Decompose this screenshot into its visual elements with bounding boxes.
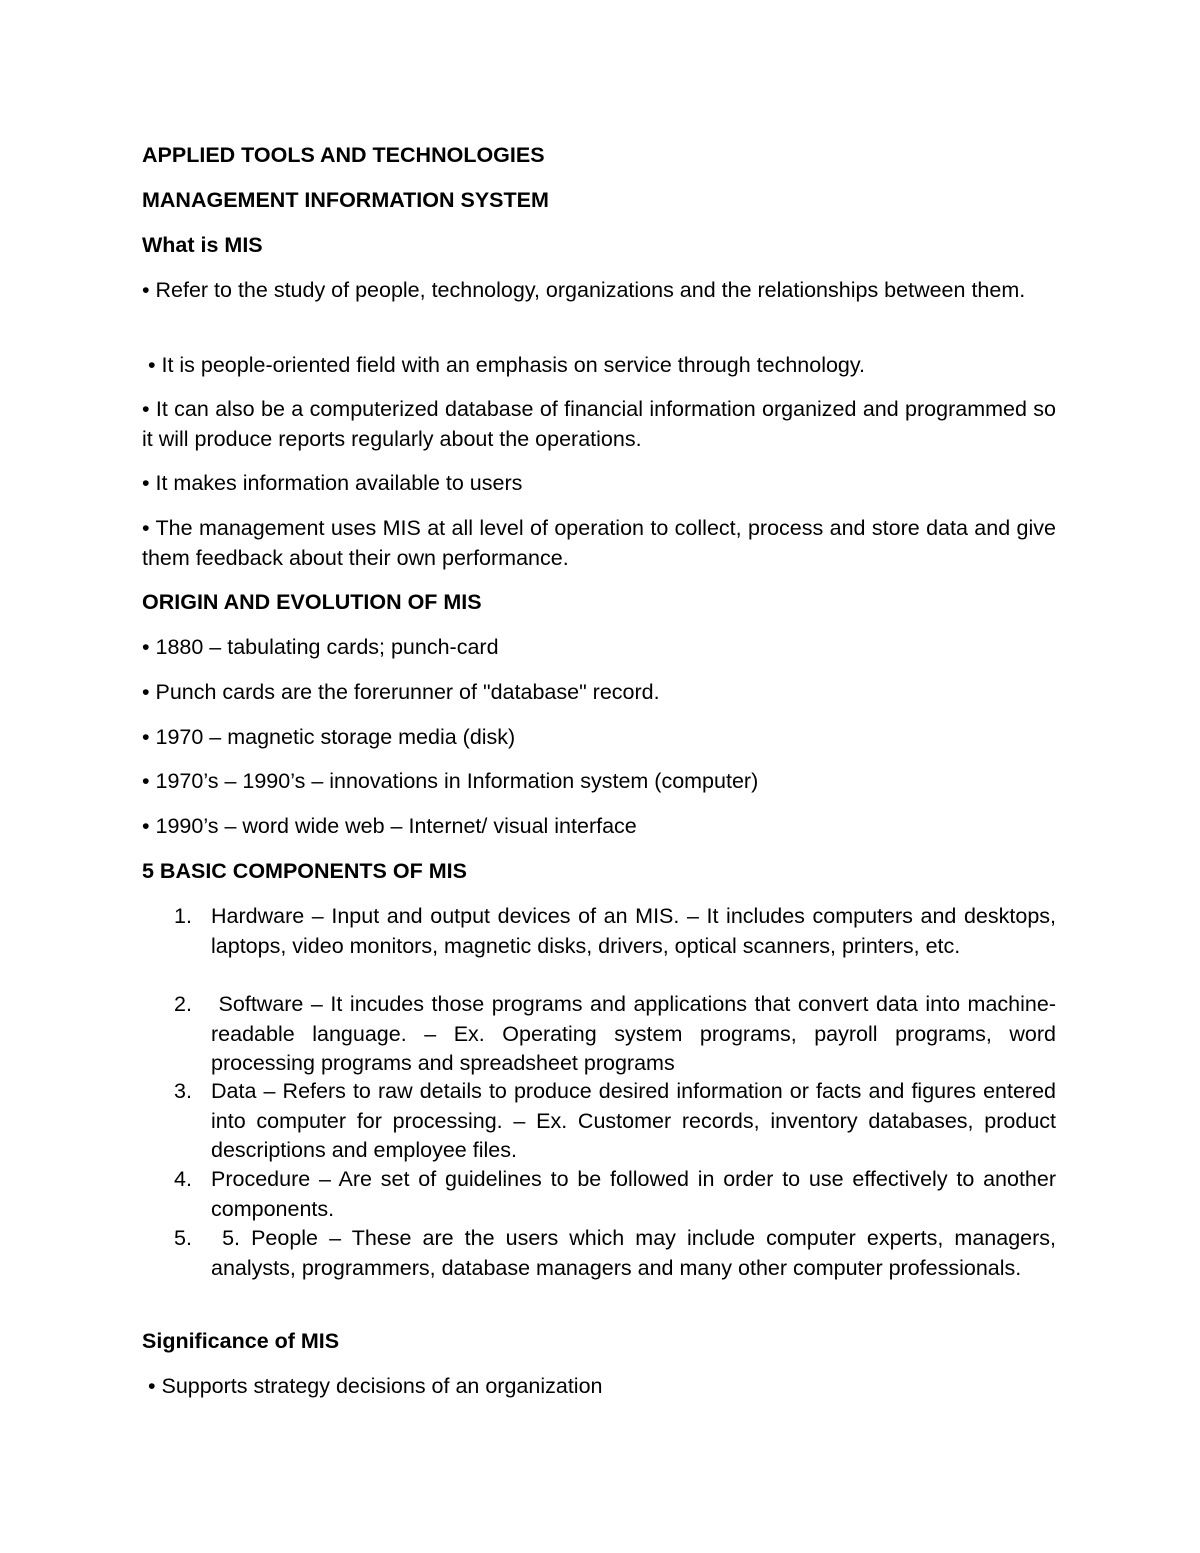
item-number: 4. bbox=[174, 1167, 192, 1191]
list-item: • 1970 – magnetic storage media (disk) bbox=[142, 725, 516, 749]
item-text: Data – Refers to raw details to produce desired information or facts and figures entered into computer for processing. – Ex. Customer records, inventory databases, product descriptions and employee files. bbox=[211, 1079, 1056, 1162]
section-heading-what-is-mis: What is MIS bbox=[142, 233, 263, 257]
list-item: • 1880 – tabulating cards; punch-card bbox=[142, 635, 499, 659]
list-item: • It is people-oriented field with an emphasis on service through technology. bbox=[142, 353, 866, 377]
section-heading-origin: ORIGIN AND EVOLUTION OF MIS bbox=[142, 590, 482, 614]
list-item: • It makes information available to users bbox=[142, 471, 523, 495]
list-item: • Punch cards are the forerunner of "database" record. bbox=[142, 680, 660, 704]
list-item: • 1970’s – 1990’s – innovations in Information system (computer) bbox=[142, 769, 759, 793]
item-number: 1. bbox=[174, 904, 192, 928]
list-item: • 1990’s – word wide web – Internet/ visual interface bbox=[142, 814, 637, 838]
document-title: APPLIED TOOLS AND TECHNOLOGIES bbox=[142, 143, 545, 167]
item-text: Hardware – Input and output devices of an MIS. – It includes computers and desktops, laptops, video monitors, magnetic disks, drivers, optical scanners, printers, etc. bbox=[211, 904, 1056, 958]
item-text: Software – It incudes those programs and applications that convert data into machine-readable language. – Ex. Operating system programs, payroll programs, word processing programs and spreadsheet programs bbox=[211, 992, 1062, 1075]
item-number: 5. bbox=[174, 1226, 192, 1250]
item-text: Procedure – Are set of guidelines to be followed in order to use effectively to another components. bbox=[211, 1167, 1056, 1221]
list-item: • The management uses MIS at all level of operation to collect, process and store data and give them feedback about their own performance. bbox=[142, 516, 1056, 570]
section-heading-significance: Significance of MIS bbox=[142, 1329, 340, 1353]
section-heading-components: 5 BASIC COMPONENTS OF MIS bbox=[142, 859, 467, 883]
document-page bbox=[142, 0, 1062, 1553]
document-subtitle: MANAGEMENT INFORMATION SYSTEM bbox=[142, 188, 549, 212]
list-item: • Supports strategy decisions of an organization bbox=[142, 1374, 603, 1398]
item-text: 5. People – These are the users which may include computer experts, managers, analysts, programmers, database managers and many other computer professionals. bbox=[211, 1226, 1062, 1280]
item-number: 2. bbox=[174, 992, 192, 1016]
list-item: • Refer to the study of people, technology, organizations and the relationships between them. bbox=[142, 278, 1026, 302]
list-item: • It can also be a computerized database of financial information organized and programmed so it will produce reports regularly about the operations. bbox=[142, 397, 1056, 451]
item-number: 3. bbox=[174, 1079, 192, 1103]
